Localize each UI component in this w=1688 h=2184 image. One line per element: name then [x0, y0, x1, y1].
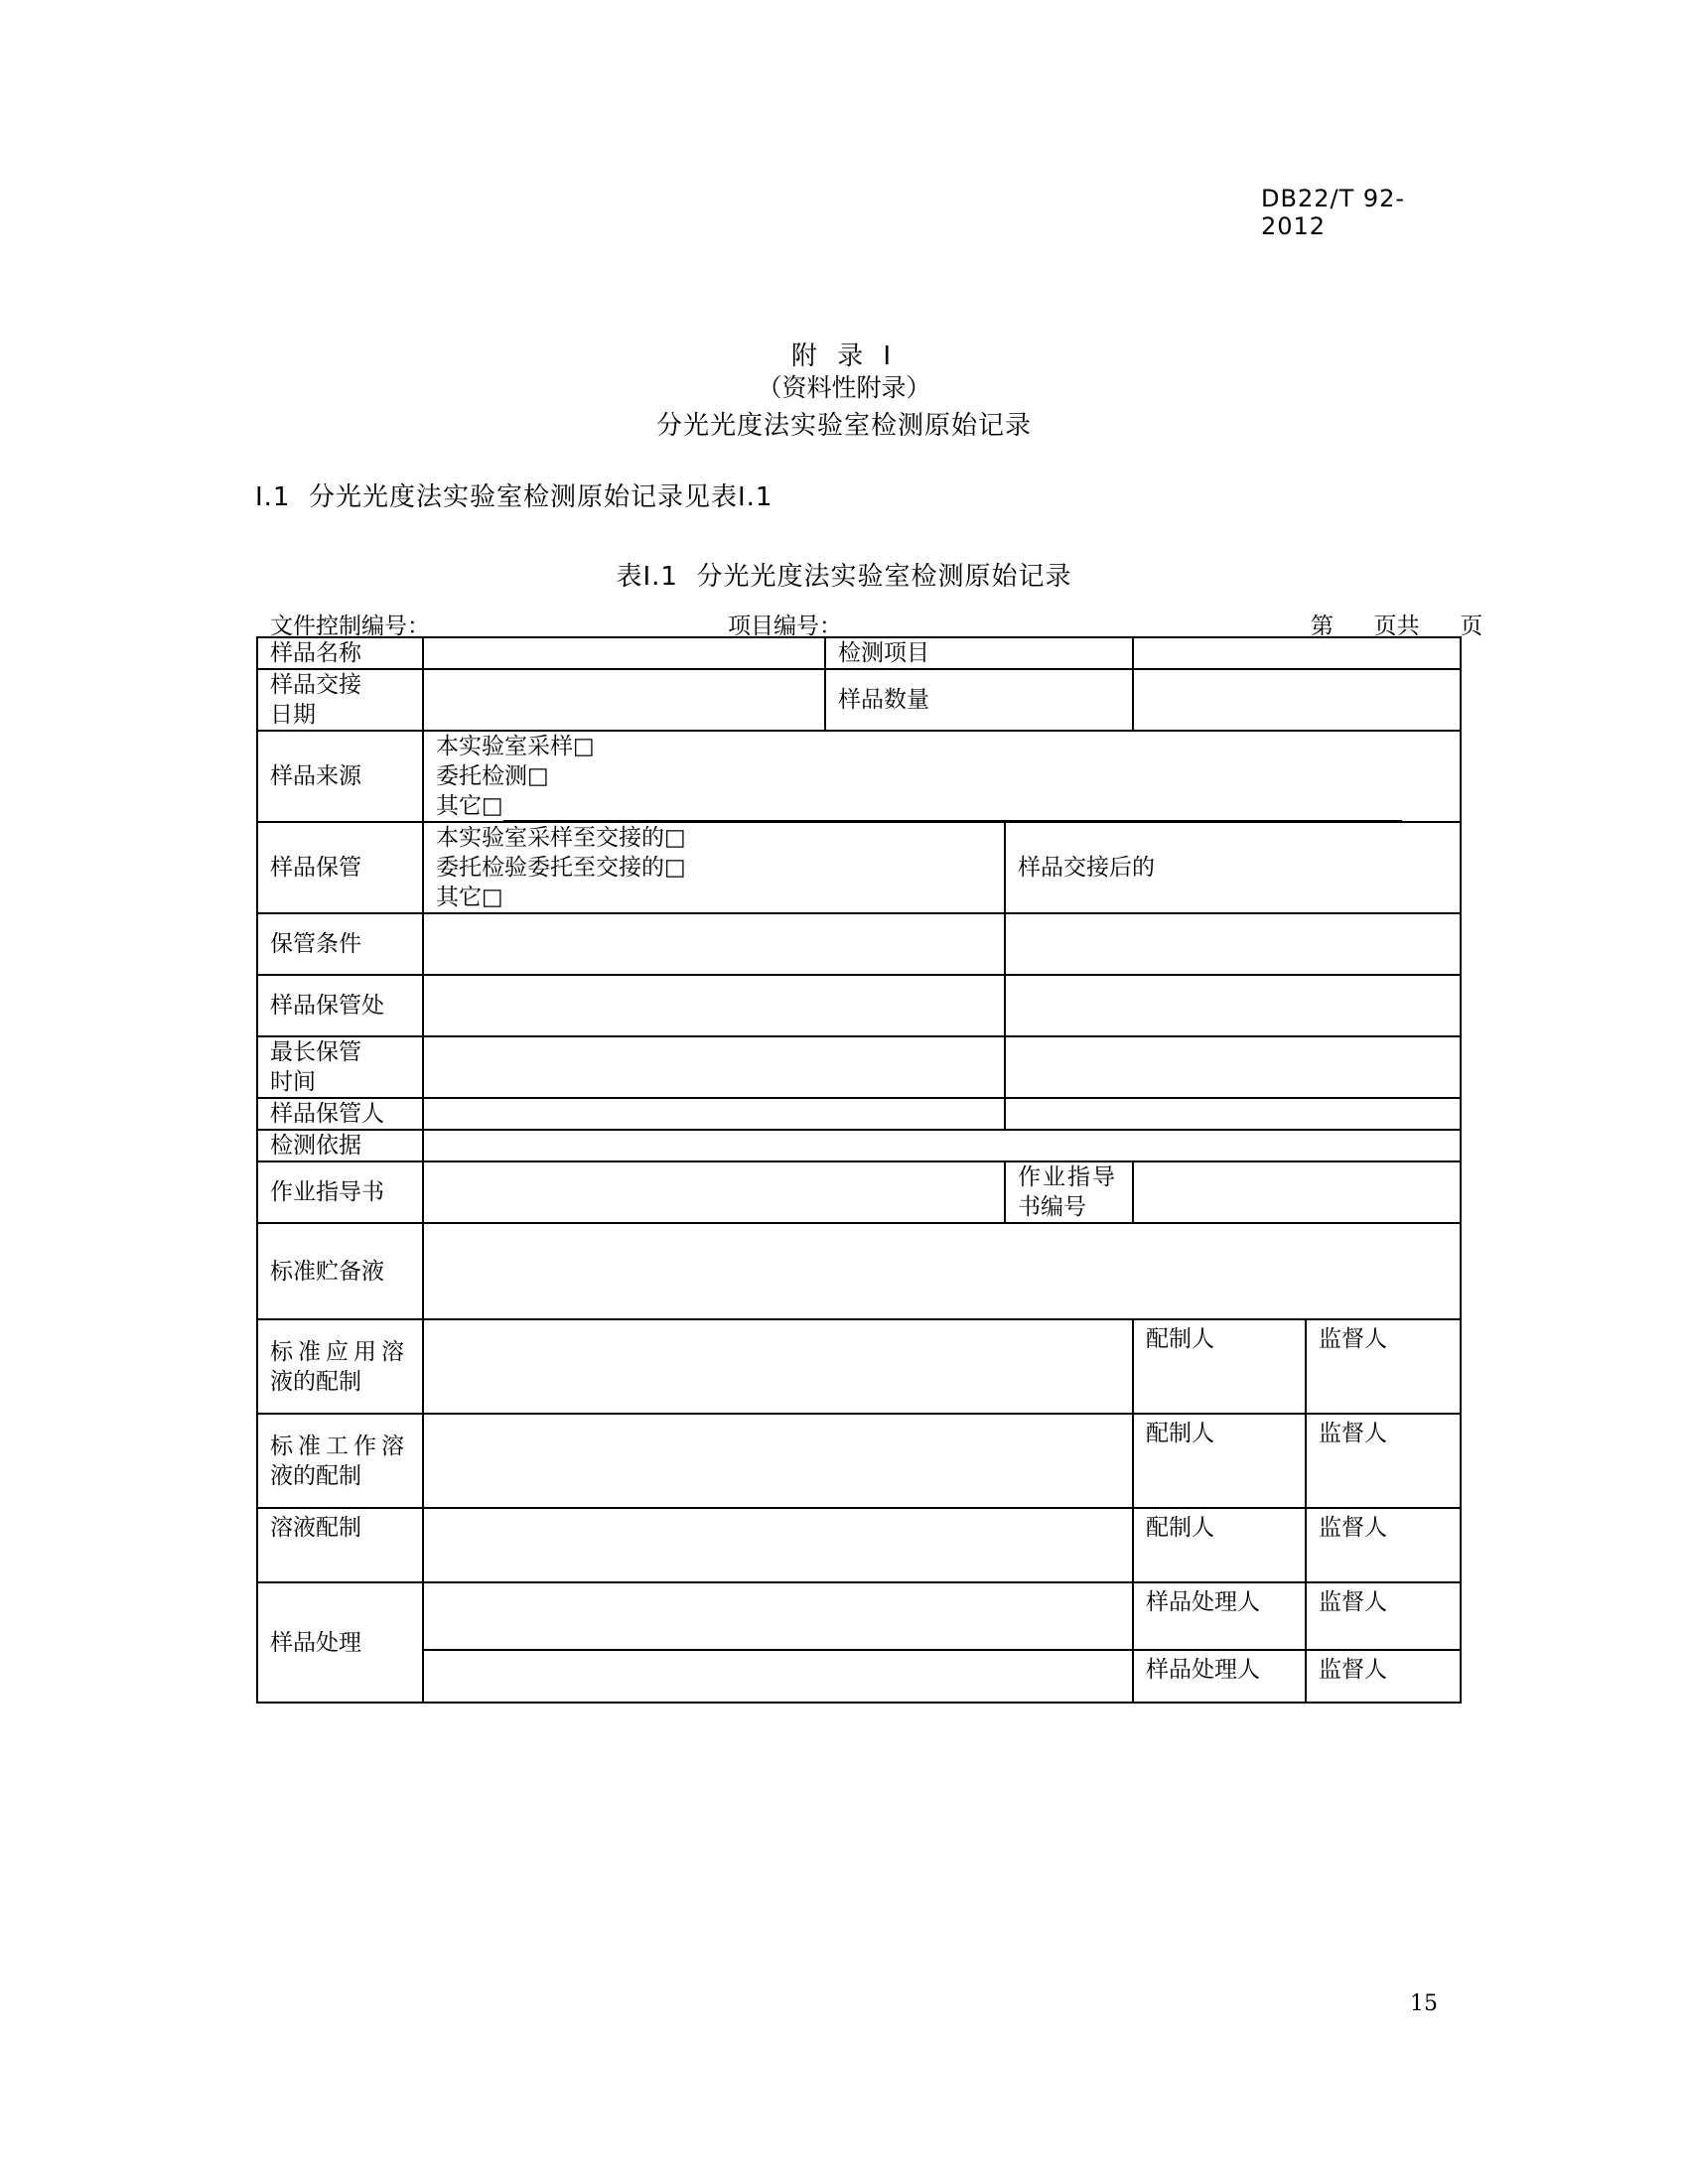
sample-treatment-person-2: 样品处理人	[1133, 1650, 1306, 1703]
storage-place-label: 样品保管处	[257, 975, 423, 1036]
std-working-line1: 标准工作溶	[270, 1433, 409, 1459]
sample-source-options	[423, 731, 1461, 822]
project-number-label: 项目编号：	[728, 614, 842, 639]
source-option-commissioned[interactable]: 委托检测□	[436, 763, 549, 789]
std-application-preparer: 配制人	[1133, 1319, 1306, 1414]
source-option-other[interactable]	[436, 791, 1460, 821]
table-caption: 表I.1 分光光度法实验室检测原始记录	[616, 562, 1072, 592]
sample-treatment-field-1[interactable]	[423, 1582, 1133, 1650]
sample-treatment-field-2[interactable]	[423, 1650, 1133, 1703]
std-application-line2: 液的配制	[270, 1368, 361, 1395]
standard-number: DB22/T 92-2012	[1261, 185, 1406, 240]
test-item-label: 检测项目	[825, 637, 1133, 669]
std-working-field[interactable]	[423, 1414, 1133, 1508]
std-application-line1: 标准应用溶	[270, 1338, 409, 1365]
sample-source-label: 样品来源	[257, 731, 423, 822]
handover-date-label	[257, 669, 423, 731]
source-option-other-label: 其它□	[436, 793, 503, 819]
instruction-number-line1: 作业指导	[1018, 1164, 1117, 1190]
sample-treatment-label: 样品处理	[257, 1582, 423, 1703]
sample-custody-label: 样品保管	[257, 822, 423, 913]
std-working-supervisor: 监督人	[1306, 1414, 1461, 1508]
sample-keeper-field[interactable]	[423, 1098, 1005, 1130]
sample-keeper-field-2[interactable]	[1005, 1098, 1461, 1130]
std-application-field[interactable]	[423, 1319, 1133, 1414]
work-instruction-label: 作业指导书	[257, 1161, 423, 1223]
page-label-2: 页共	[1373, 614, 1420, 639]
custody-option-other[interactable]: 其它□	[436, 885, 503, 910]
page-label-1: 第	[1311, 614, 1334, 639]
max-storage-time-line2: 时间	[270, 1069, 316, 1095]
sample-name-field[interactable]	[423, 637, 825, 669]
solution-prep-preparer: 配制人	[1133, 1508, 1306, 1582]
appendix-note: （资料性附录）	[757, 373, 931, 402]
storage-condition-label: 保管条件	[257, 913, 423, 975]
solution-prep-supervisor: 监督人	[1306, 1508, 1461, 1582]
std-working-preparer: 配制人	[1133, 1414, 1306, 1508]
test-basis-label: 检测依据	[257, 1130, 423, 1161]
sample-keeper-label: 样品保管人	[257, 1098, 423, 1130]
storage-place-field[interactable]	[423, 975, 1005, 1036]
record-table	[256, 636, 1462, 1704]
after-handover-label: 样品交接后的	[1005, 822, 1461, 913]
stock-solution-field[interactable]	[423, 1223, 1461, 1319]
storage-condition-field-2[interactable]	[1005, 913, 1461, 975]
sample-custody-options	[423, 822, 1005, 913]
sample-treatment-supervisor-2: 监督人	[1306, 1650, 1461, 1703]
std-working-solution-label	[257, 1414, 423, 1508]
test-basis-field[interactable]	[423, 1130, 1461, 1161]
instruction-number-line2: 书编号	[1018, 1194, 1086, 1220]
max-storage-time-label	[257, 1036, 423, 1098]
max-storage-time-field-2[interactable]	[1005, 1036, 1461, 1098]
custody-option-commissioned[interactable]: 委托检验委托至交接的□	[436, 855, 686, 881]
file-control-number-label: 文件控制编号：	[270, 614, 430, 639]
storage-place-field-2[interactable]	[1005, 975, 1461, 1036]
stock-solution-label: 标准贮备液	[257, 1223, 423, 1319]
appendix-label: 附 录 I	[790, 341, 898, 371]
source-option-own-sampling[interactable]: 本实验室采样□	[436, 734, 595, 759]
instruction-number-field[interactable]	[1133, 1161, 1461, 1223]
solution-prep-field[interactable]	[423, 1508, 1133, 1582]
appendix-title: 分光光度法实验室检测原始记录	[655, 411, 1032, 441]
instruction-number-label	[1005, 1161, 1133, 1223]
max-storage-time-field[interactable]	[423, 1036, 1005, 1098]
std-application-supervisor: 监督人	[1306, 1319, 1461, 1414]
std-application-solution-label	[257, 1319, 423, 1414]
section-heading: I.1 分光光度法实验室检测原始记录见表I.1	[255, 482, 774, 512]
sample-quantity-label: 样品数量	[825, 669, 1133, 731]
sample-quantity-field[interactable]	[1133, 669, 1461, 731]
work-instruction-field[interactable]	[423, 1161, 1005, 1223]
handover-date-field[interactable]	[423, 669, 825, 731]
source-other-underline[interactable]	[503, 798, 1402, 821]
std-working-line2: 液的配制	[270, 1462, 361, 1489]
sample-name-label: 样品名称	[257, 637, 423, 669]
custody-option-own[interactable]: 本实验室采样至交接的□	[436, 825, 686, 851]
sample-treatment-person-1: 样品处理人	[1133, 1582, 1306, 1650]
sample-treatment-supervisor-1: 监督人	[1306, 1582, 1461, 1650]
max-storage-time-line1: 最长保管	[270, 1039, 361, 1065]
page-number: 15	[1410, 1991, 1438, 2016]
handover-date-label-line2: 日期	[270, 702, 316, 728]
handover-date-label-line1: 样品交接	[270, 672, 361, 698]
test-item-field[interactable]	[1133, 637, 1461, 669]
page-label-3: 页	[1460, 614, 1483, 639]
solution-prep-label: 溶液配制	[257, 1508, 423, 1582]
storage-condition-field[interactable]	[423, 913, 1005, 975]
